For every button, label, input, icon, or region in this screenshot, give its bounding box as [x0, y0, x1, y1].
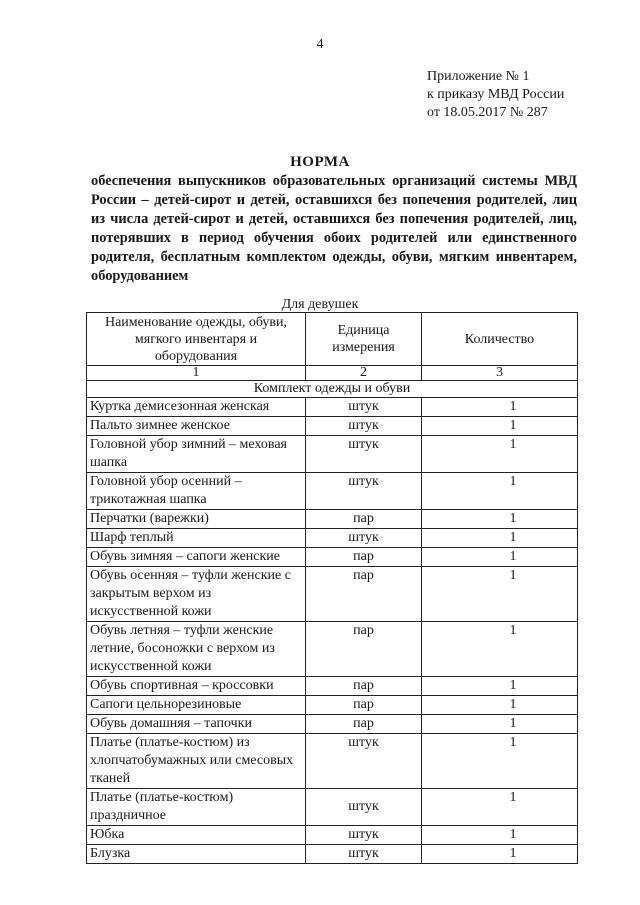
table-row	[87, 548, 578, 567]
quantity-cell: 1	[422, 398, 578, 417]
item-name-cell: Обувь летняя – туфли женские летние, босоножки с верхом из искусственной кожи	[87, 622, 306, 677]
quantity-cell: 1	[422, 677, 578, 696]
unit-cell: пар	[306, 548, 422, 567]
appendix-line: Приложение № 1	[427, 69, 530, 84]
item-name-cell: Обувь зимняя – сапоги женские	[87, 548, 306, 567]
unit-cell: пар	[306, 696, 422, 715]
table-row	[87, 677, 578, 696]
quantity-cell: 1	[422, 826, 578, 845]
header-unit: Единица измерения	[306, 313, 422, 366]
quantity-cell: 1	[422, 436, 578, 473]
unit-cell: пар	[306, 715, 422, 734]
unit-cell: штук	[306, 417, 422, 436]
column-number-row	[87, 366, 578, 381]
header-item-name: Наименование одежды, обуви, мягкого инвентаря и оборудования	[87, 313, 306, 366]
section-title: Комплект одежды и обуви	[87, 381, 578, 398]
quantity-cell: 1	[422, 622, 578, 677]
unit-cell: штук	[306, 473, 422, 510]
table-row	[87, 510, 578, 529]
appendix-date-line: от 18.05.2017 № 287	[427, 105, 548, 120]
item-name-cell: Головной убор зимний – меховая шапка	[87, 436, 306, 473]
item-name-cell: Блузка	[87, 845, 306, 864]
quantity-cell: 1	[422, 548, 578, 567]
quantity-cell: 1	[422, 473, 578, 510]
appendix-order-line: к приказу МВД России	[427, 87, 565, 102]
unit-cell: пар	[306, 567, 422, 622]
unit-cell: пар	[306, 622, 422, 677]
table-row	[87, 622, 578, 677]
quantity-cell: 1	[422, 734, 578, 789]
item-name-cell: Шарф теплый	[87, 529, 306, 548]
table-row	[87, 696, 578, 715]
quantity-cell: 1	[422, 845, 578, 864]
table-row	[87, 845, 578, 864]
unit-cell: штук	[306, 529, 422, 548]
appendix-block	[427, 68, 564, 122]
unit-cell: штук	[306, 734, 422, 789]
item-name-cell: Юбка	[87, 826, 306, 845]
item-name-cell: Платье (платье-костюм) из хлопчатобумажных или смесовых тканей	[87, 734, 306, 789]
item-name-cell: Обувь домашняя – тапочки	[87, 715, 306, 734]
section-row	[87, 381, 578, 398]
table-caption: Для девушек	[281, 297, 359, 312]
quantity-cell: 1	[422, 715, 578, 734]
item-name-cell: Платье (платье-костюм) праздничное	[87, 789, 306, 826]
column-number: 2	[306, 366, 422, 381]
table-row	[87, 529, 578, 548]
table-row	[87, 398, 578, 417]
norms-table	[86, 312, 578, 864]
item-name-cell: Обувь спортивная – кроссовки	[87, 677, 306, 696]
item-name-cell: Перчатки (варежки)	[87, 510, 306, 529]
quantity-cell: 1	[422, 417, 578, 436]
item-name-cell: Пальто зимнее женское	[87, 417, 306, 436]
unit-cell: штук	[306, 436, 422, 473]
item-name-cell: Головной убор осенний – трикотажная шапка	[87, 473, 306, 510]
table-row	[87, 789, 578, 826]
table-row	[87, 826, 578, 845]
quantity-cell: 1	[422, 510, 578, 529]
unit-cell: пар	[306, 510, 422, 529]
quantity-cell: 1	[422, 696, 578, 715]
unit-cell: штук	[306, 845, 422, 864]
table-row	[87, 715, 578, 734]
column-number: 3	[422, 366, 578, 381]
table-row	[87, 436, 578, 473]
page-number: 4	[316, 37, 324, 52]
unit-cell: штук	[306, 826, 422, 845]
quantity-cell: 1	[422, 567, 578, 622]
table-row	[87, 473, 578, 510]
unit-cell: пар	[306, 677, 422, 696]
document-title: НОРМА	[290, 154, 350, 170]
quantity-cell: 1	[422, 789, 578, 826]
column-number: 1	[87, 366, 306, 381]
quantity-cell: 1	[422, 529, 578, 548]
item-name-cell: Куртка демисезонная женская	[87, 398, 306, 417]
header-quantity: Количество	[422, 313, 578, 366]
table-row	[87, 567, 578, 622]
document-subtitle: обеспечения выпускников образовательных организаций системы МВД России – детей-сирот и детей, оставшихся без попечения родителей, лиц из числа детей-сирот и детей, оставшихся без попечения родителей, лиц, потерявших в период обучения обоих родителей или единственного родителя, бесплатным комплектом одежды, обуви, мягким инвентарем, оборудованием	[91, 173, 577, 284]
item-name-cell: Обувь осенняя – туфли женские с закрытым верхом из искусственной кожи	[87, 567, 306, 622]
table-row	[87, 417, 578, 436]
table-row	[87, 734, 578, 789]
item-name-cell: Сапоги цельнорезиновые	[87, 696, 306, 715]
table-header-row	[87, 313, 578, 366]
unit-cell: штук	[306, 789, 422, 826]
unit-cell: штук	[306, 398, 422, 417]
